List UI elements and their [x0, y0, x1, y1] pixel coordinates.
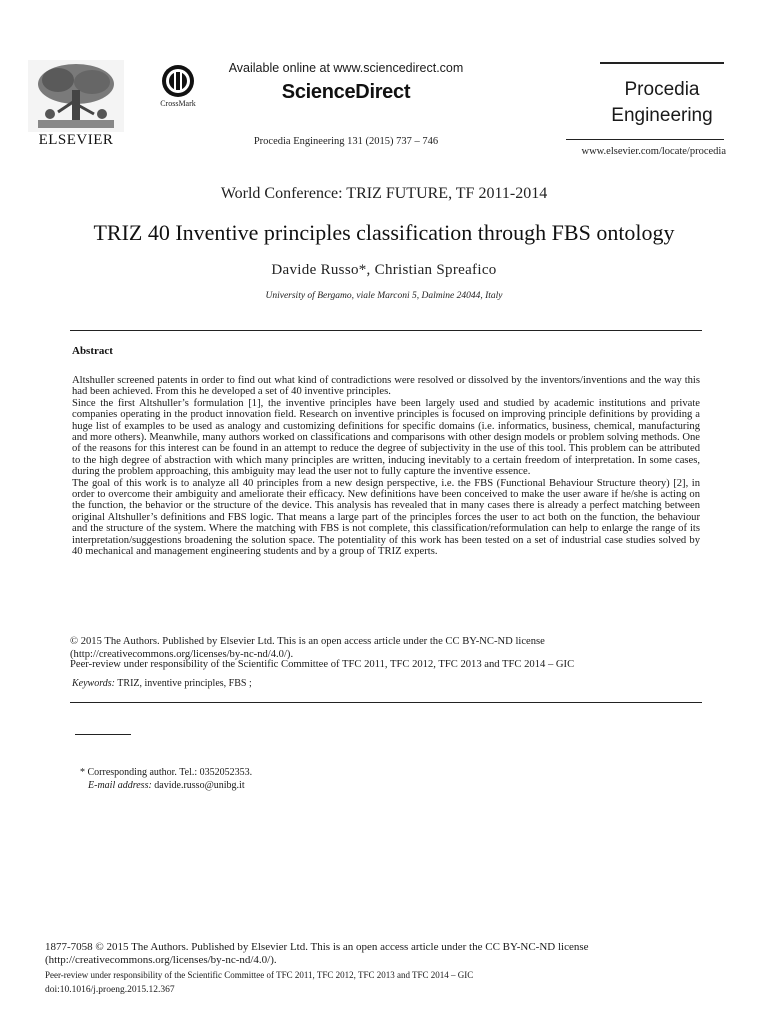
footnote-rule — [75, 734, 131, 735]
journal-top-rule — [600, 62, 724, 64]
crossmark-icon — [150, 64, 206, 98]
journal-name-line2: Engineering — [611, 105, 713, 126]
email-label: E-mail address: — [88, 780, 152, 791]
doi[interactable]: doi:10.1016/j.proeng.2015.12.367 — [45, 985, 175, 995]
journal-bottom-rule — [566, 139, 724, 140]
crossmark-badge[interactable] — [150, 64, 206, 112]
crossmark-label: CrossMark — [160, 99, 196, 108]
email-address — [88, 780, 245, 791]
sciencedirect-logo: ScienceDirect — [281, 81, 411, 103]
footer-license-link[interactable]: (http://creativecommons.org/licenses/by-nc-nd/4.0/). — [45, 954, 277, 966]
author-affiliation: University of Bergamo, viale Marconi 5, Dalmine 24044, Italy — [265, 291, 503, 301]
copyright-notice — [70, 635, 710, 661]
abstract-heading: Abstract — [72, 345, 113, 357]
peer-review-notice: Peer-review under responsibility of the Scientific Committee of TFC 2011, TFC 2012, TFC 2013 and TFC 2014 – GIC — [70, 659, 575, 670]
elsevier-tree-icon — [28, 60, 124, 132]
abstract-paragraph: Since the first Altshuller’s formulation [1], the inventive principles have been largely used and studied by academic institutions and private companies operating in the product innovation field. Research on inventive principles is focused on improving principle definitions by providing a huge list of examples to be used as analogy and customizing definitions for specific domains (i.e. informatics, business, chemical, manufacturing and more others). Meanwhile, many authors worked on classifications and comparisons with other design models or problem solving methods. One of the reasons for this interest can be found in an attempt to reduce the degree of subjectivity in the use of this tool. This problem can be attributed to the high degree of abstraction with which many principles are written, inducing inevitably to a certain freedom of interpretation. In some cases, during the problem approaching, this ambiguity may lead the user not to fully capture the inventive essence. — [72, 397, 700, 478]
issn-copyright — [45, 941, 745, 967]
elsevier-logo — [22, 60, 130, 146]
email-value[interactable]: davide.russo@unibg.it — [151, 780, 245, 791]
paper-authors: Davide Russo*, Christian Spreafico — [271, 262, 497, 278]
journal-citation: Procedia Engineering 131 (2015) 737 – 746 — [253, 136, 439, 147]
journal-name — [598, 77, 726, 129]
abstract-paragraph: The goal of this work is to analyze all 40 principles from a new design perspective, i.e. the FBS (Functional Behaviour Structure theory) [2], in order to overcome their ambiguity and ameliorate their efficacy. New definitions have been conceived to make the user aware if he/she is acting on the function, the behavior or the structure of the device. This analysis has revealed that in many cases there is already a perfect matching between original Altshuller’s definitions and FBS logic. That means a large part of the principles forces the user to act both on the function, the behaviour and the structure of the system. Where the matching with FBS is not complete, this classification/reformulation can help to enlarge the range of its interpretation/suggestions broadening the solution space. The potentiality of this work has been tested on a set of industrial case studies solved by 40 mechanical and management engineering students and by a group of TRIZ experts. — [72, 477, 700, 558]
available-online-text: Available online at www.sciencedirect.com — [228, 61, 464, 75]
abstract-paragraph: Altshuller screened patents in order to find out what kind of contradictions were resolved or dissolved by the inventors/inventions and the way this had been achieved. From this he developed a set of 40 inventive principles. — [72, 375, 700, 398]
paper-title: TRIZ 40 Inventive principles classification through FBS ontology — [93, 220, 675, 245]
license-link[interactable]: (http://creativecommons.org/licenses/by-nc-nd/4.0/). — [70, 649, 294, 660]
journal-url[interactable]: www.elsevier.com/locate/procedia — [581, 146, 726, 157]
abstract-bottom-rule — [70, 702, 702, 703]
keywords-label: Keywords: — [72, 678, 115, 689]
copyright-text: © 2015 The Authors. Published by Elsevier Ltd. This is an open access article under the CC BY-NC-ND license — [70, 636, 545, 647]
conference-name: World Conference: TRIZ FUTURE, TF 2011-2014 — [220, 185, 548, 202]
abstract-body — [72, 375, 700, 558]
journal-name-line1: Procedia — [624, 79, 700, 100]
issn-copyright-text: 1877-7058 © 2015 The Authors. Published by Elsevier Ltd. This is an open access article under the CC BY-NC-ND license — [45, 941, 589, 953]
keywords — [72, 678, 712, 689]
publisher-name: ELSEVIER — [38, 132, 114, 148]
footer-peer-review: Peer-review under responsibility of the Scientific Committee of TFC 2011, TFC 2012, TFC 2013 and TFC 2014 – GIC — [45, 970, 474, 980]
abstract-top-rule — [70, 330, 702, 331]
corresponding-author: * Corresponding author. Tel.: 0352052353. — [80, 767, 253, 778]
keywords-value: TRIZ, inventive principles, FBS ; — [114, 678, 252, 689]
